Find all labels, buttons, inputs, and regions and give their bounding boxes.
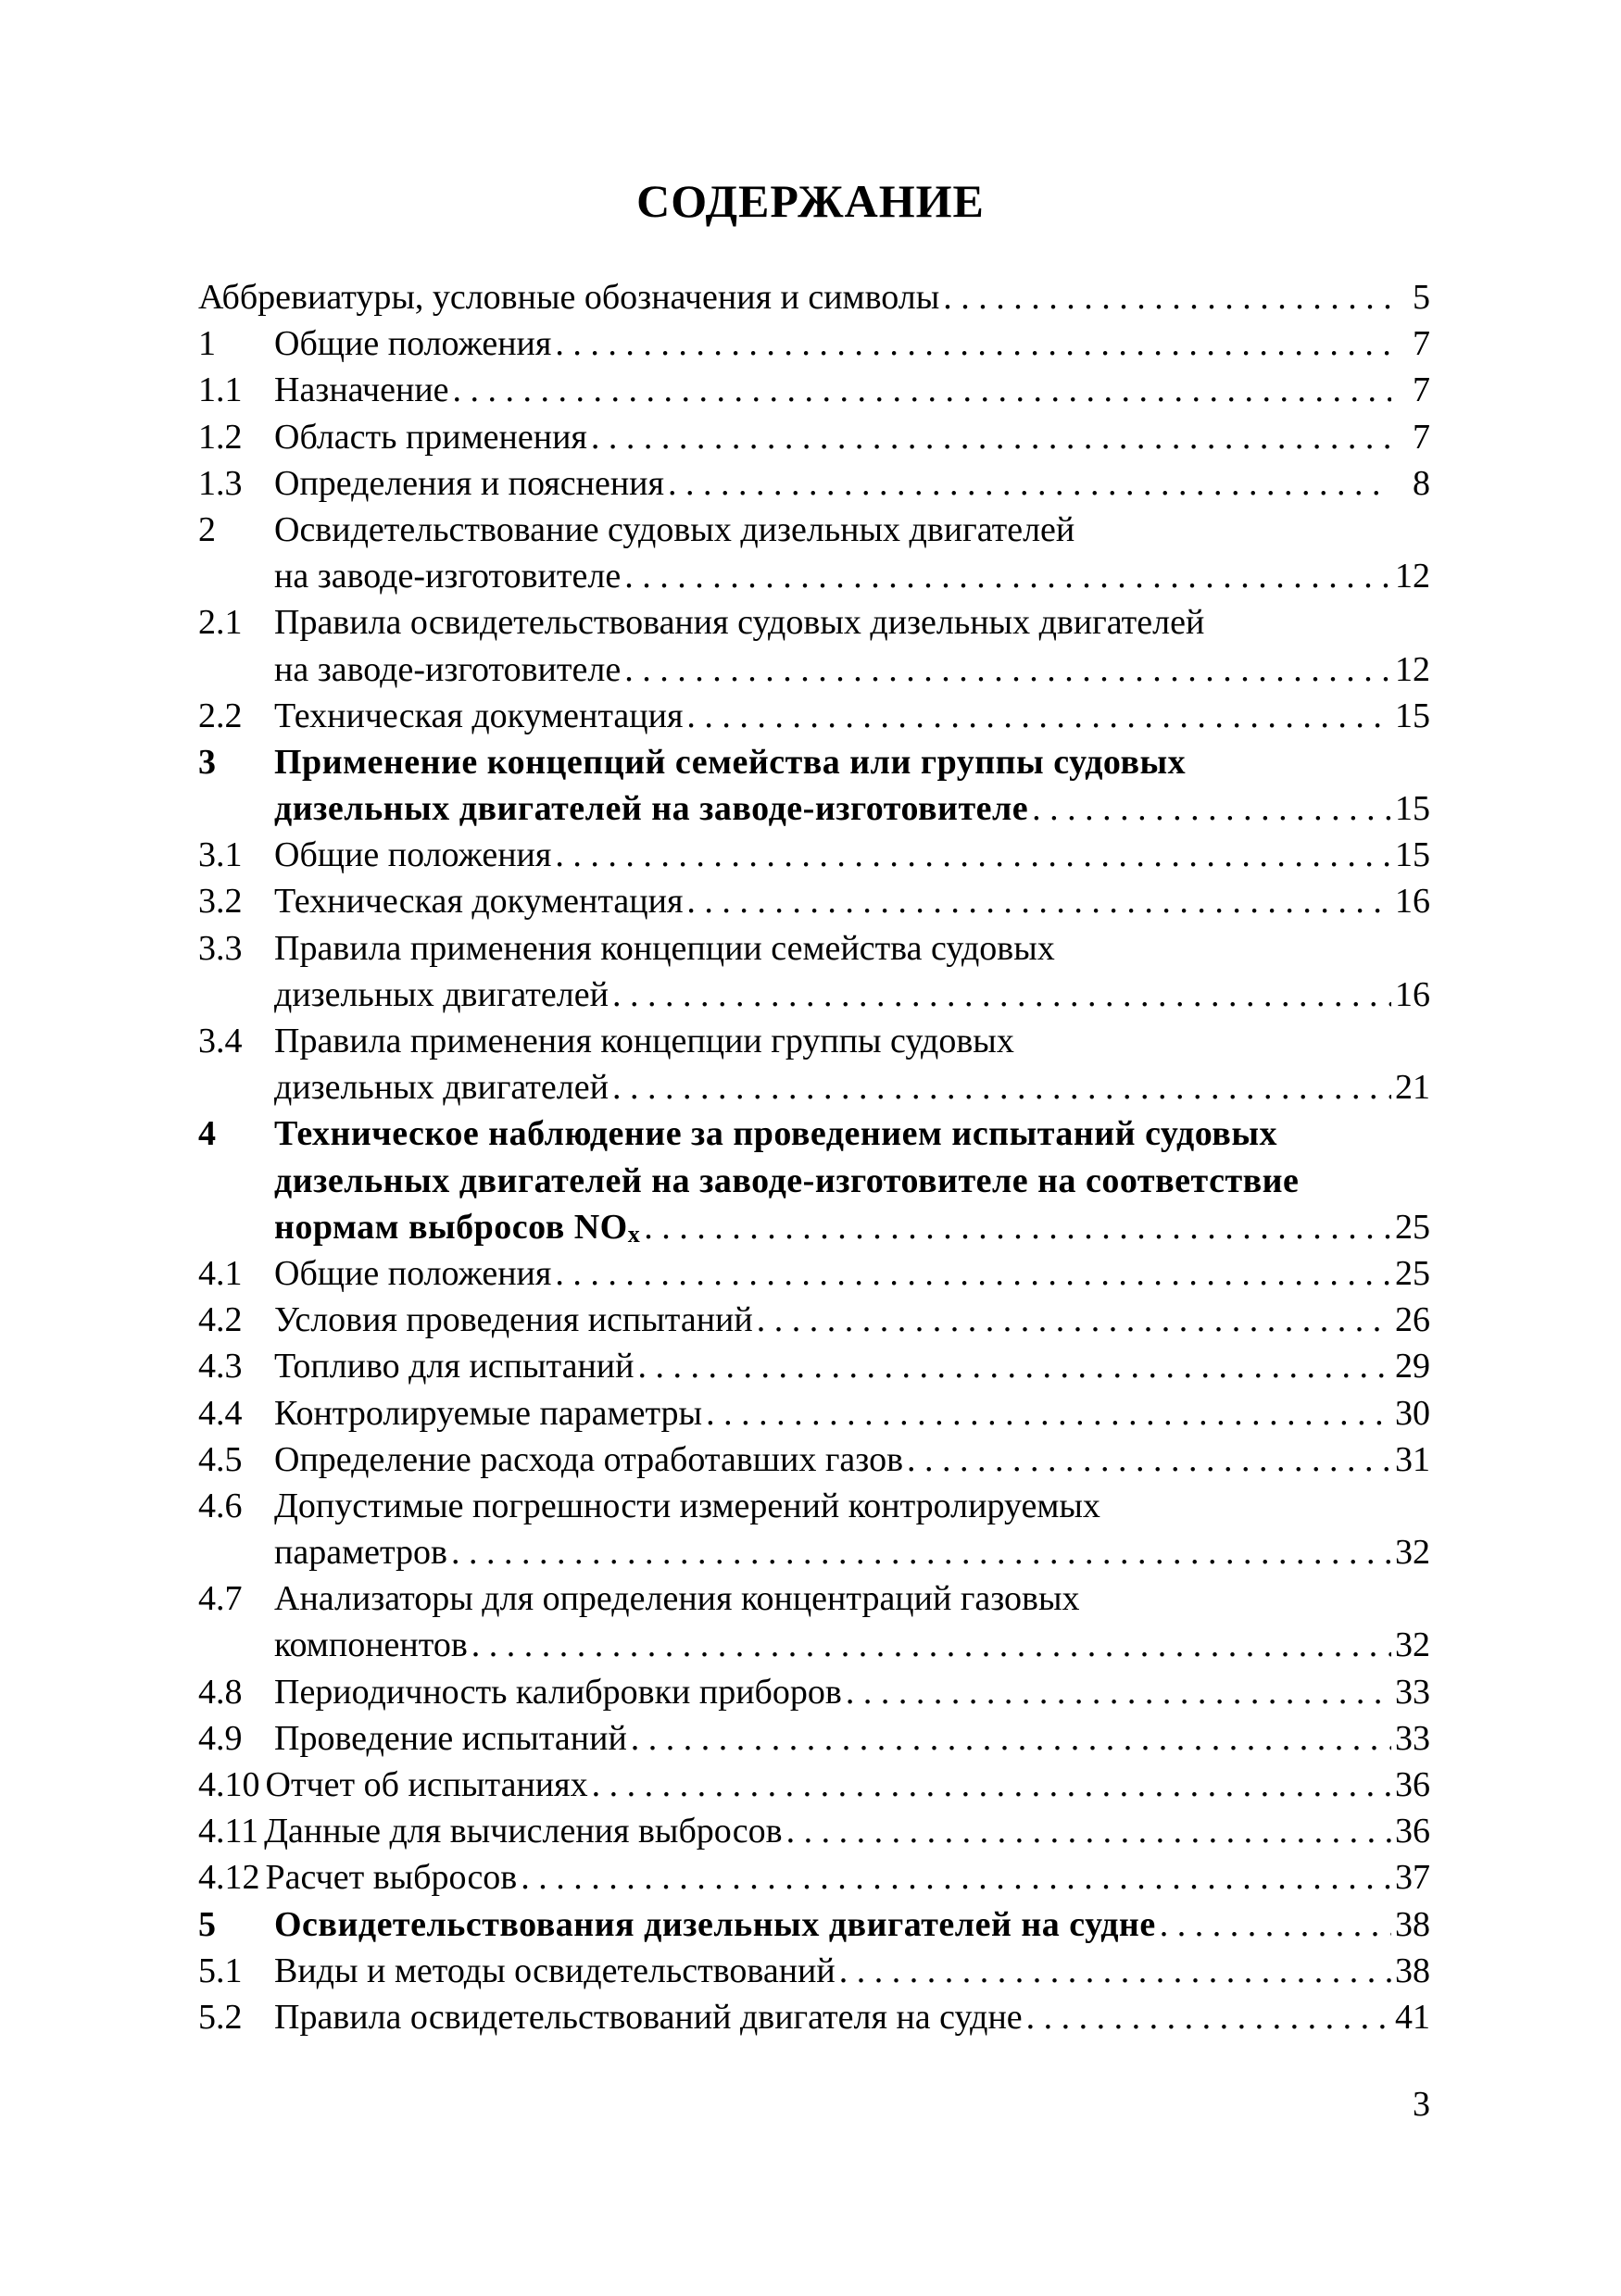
toc-entry[interactable] <box>198 1110 1430 1157</box>
toc-entry-title: Техническая документация <box>274 882 684 922</box>
toc-entry-number: 3 <box>198 742 216 782</box>
toc-entry[interactable] <box>198 320 1430 367</box>
toc-entry-number: 4.9 <box>198 1718 243 1758</box>
toc-entry-title: на заводе-изготовителе <box>274 557 622 596</box>
toc-entry-number: 1 <box>198 324 216 364</box>
table-of-contents <box>198 274 1430 2040</box>
dot-leader <box>521 1854 1391 1901</box>
toc-entry-title: Правила освидетельствования судовых дизельных двигателей <box>274 603 1205 643</box>
dot-leader <box>786 1808 1391 1854</box>
dot-leader <box>1032 785 1391 832</box>
toc-entry[interactable] <box>198 274 1430 320</box>
toc-entry-page: 38 <box>1395 1904 1430 1944</box>
toc-entry[interactable] <box>198 367 1430 413</box>
toc-entry[interactable] <box>198 739 1430 785</box>
dot-leader <box>555 832 1391 878</box>
toc-entry-title: Освидетельствования дизельных двигателей на судне <box>274 1904 1156 1944</box>
toc-entry-page: 7 <box>1413 324 1430 364</box>
toc-entry[interactable] <box>198 1854 1430 1901</box>
toc-entry-page: 36 <box>1395 1765 1430 1804</box>
dot-leader <box>907 1437 1391 1483</box>
dot-leader <box>1160 1901 1391 1948</box>
toc-entry-page: 36 <box>1395 1812 1430 1851</box>
toc-entry-number: 4.11 <box>198 1812 259 1851</box>
dot-leader <box>612 1064 1391 1110</box>
dot-leader <box>555 320 1391 367</box>
toc-entry-number: 4.3 <box>198 1347 243 1386</box>
toc-entry-page: 41 <box>1395 1997 1430 2037</box>
toc-entry-title: Область применения <box>274 417 587 457</box>
toc-entry[interactable] <box>198 460 1430 507</box>
dot-leader <box>451 1529 1391 1575</box>
dot-leader <box>686 693 1391 739</box>
toc-entry-title: Данные для вычисления выбросов <box>264 1812 783 1851</box>
dot-leader <box>624 646 1391 693</box>
toc-entry-title: Проведение испытаний <box>274 1718 627 1758</box>
toc-entry[interactable] <box>198 693 1430 739</box>
toc-entry-page: 15 <box>1395 835 1430 875</box>
toc-entry-number: 4.8 <box>198 1672 243 1712</box>
toc-entry-continuation[interactable] <box>198 1158 1430 1204</box>
toc-entry-continuation[interactable] <box>198 1622 1430 1668</box>
toc-entry-number: 2.2 <box>198 696 243 735</box>
toc-entry-title: Освидетельствование судовых дизельных двигателей <box>274 509 1075 549</box>
toc-entry-continuation[interactable] <box>198 646 1430 693</box>
toc-entry-title: Виды и методы освидетельствований <box>274 1951 836 1990</box>
toc-entry-title: Определения и пояснения <box>274 463 664 503</box>
toc-entry-number: 3.3 <box>198 928 243 968</box>
toc-entry-title: Допустимые погрешности измерений контролируемых <box>274 1486 1100 1525</box>
dot-leader <box>453 367 1391 413</box>
toc-entry-title: Условия проведения испытаний <box>274 1300 753 1340</box>
dot-leader <box>644 1204 1391 1250</box>
dot-leader <box>1026 1994 1391 2040</box>
toc-entry-number: 4.5 <box>198 1439 243 1479</box>
toc-entry[interactable] <box>198 1250 1430 1297</box>
toc-entry-number: 3.2 <box>198 882 243 922</box>
toc-entry-continuation[interactable] <box>198 1064 1430 1110</box>
toc-entry[interactable] <box>198 1948 1430 1994</box>
toc-entry-continuation[interactable] <box>198 1204 1430 1250</box>
toc-entry-number: 4.4 <box>198 1393 243 1433</box>
toc-entry-title: на заводе-изготовителе <box>274 649 622 689</box>
toc-entry-title: дизельных двигателей на заводе-изготовителе на соответствие <box>274 1161 1300 1200</box>
toc-entry-number: 5 <box>198 1904 216 1944</box>
toc-entry-page: 26 <box>1395 1300 1430 1340</box>
toc-entry[interactable] <box>198 1437 1430 1483</box>
toc-entry-page: 30 <box>1395 1393 1430 1433</box>
dot-leader <box>757 1297 1391 1343</box>
toc-entry-page: 32 <box>1395 1533 1430 1573</box>
dot-leader <box>637 1343 1391 1389</box>
toc-entry[interactable] <box>198 1297 1430 1343</box>
toc-entry-title: дизельных двигателей <box>274 1068 609 1108</box>
toc-entry-page: 37 <box>1395 1858 1430 1898</box>
toc-entry-continuation[interactable] <box>198 553 1430 599</box>
toc-entry-title: Отчет об испытаниях <box>265 1765 588 1804</box>
toc-entry-page: 38 <box>1395 1951 1430 1990</box>
toc-entry-page: 12 <box>1395 649 1430 689</box>
dot-leader <box>592 1762 1391 1808</box>
toc-entry-page: 32 <box>1395 1625 1430 1665</box>
toc-entry-number: 5.1 <box>198 1951 243 1990</box>
toc-entry-title: Определение расхода отработавших газов <box>274 1439 904 1479</box>
toc-entry-page: 33 <box>1395 1672 1430 1712</box>
dot-leader <box>686 878 1391 924</box>
page-title: СОДЕРЖАНИЕ <box>636 175 985 227</box>
toc-entry-number: 3.4 <box>198 1022 243 1060</box>
toc-entry-number: 3.1 <box>198 835 243 875</box>
dot-leader <box>846 1669 1391 1715</box>
dot-leader <box>631 1715 1391 1762</box>
toc-entry[interactable] <box>198 414 1430 460</box>
toc-entry-title: Правила применения концепции группы судовых <box>274 1022 1014 1060</box>
toc-entry-title: Общие положения <box>274 324 552 364</box>
dot-leader <box>624 553 1391 599</box>
toc-entry-title-with-subscript: нормам выбросов $NO_x$ <box>274 1207 641 1248</box>
toc-entry-title: Техническая документация <box>274 696 684 735</box>
toc-entry-title: Назначение <box>274 370 449 410</box>
toc-entry[interactable] <box>198 1575 1430 1622</box>
toc-entry-number: 5.2 <box>198 1997 243 2037</box>
toc-entry[interactable] <box>198 1994 1430 2040</box>
toc-entry-title: параметров <box>274 1533 447 1573</box>
toc-entry-page: 31 <box>1395 1439 1430 1479</box>
toc-entry-page: 29 <box>1395 1347 1430 1386</box>
toc-entry-page: 25 <box>1395 1207 1430 1247</box>
toc-entry[interactable] <box>198 1762 1430 1808</box>
toc-entry-number: 4.2 <box>198 1300 243 1340</box>
toc-entry-continuation[interactable] <box>198 972 1430 1018</box>
toc-entry[interactable] <box>198 1669 1430 1715</box>
toc-entry-number: 4.6 <box>198 1486 243 1525</box>
toc-entry-number: 4.7 <box>198 1579 243 1619</box>
toc-entry-continuation[interactable] <box>198 1529 1430 1575</box>
toc-entry[interactable] <box>198 925 1430 972</box>
toc-entry-number: 2 <box>198 509 216 549</box>
toc-entry[interactable] <box>198 1715 1430 1762</box>
toc-entry-title: Правила применения концепции семейства судовых <box>274 928 1055 968</box>
page-number: 3 <box>1413 2085 1430 2124</box>
toc-entry[interactable] <box>198 1390 1430 1437</box>
toc-entry-page: 7 <box>1413 370 1430 410</box>
toc-entry-number: 4.1 <box>198 1253 243 1293</box>
toc-entry-page: 16 <box>1395 882 1430 922</box>
toc-entry-page: 15 <box>1395 696 1430 735</box>
toc-entry-title: дизельных двигателей <box>274 974 609 1014</box>
toc-entry-number: 4.12 <box>198 1858 260 1898</box>
subscript-x: x <box>627 1220 641 1248</box>
toc-entry[interactable] <box>198 1808 1430 1854</box>
dot-leader <box>612 972 1391 1018</box>
toc-entry[interactable] <box>198 1018 1430 1064</box>
toc-entry-page: 7 <box>1413 417 1430 457</box>
toc-entry-number: 4 <box>198 1114 216 1154</box>
dot-leader <box>471 1622 1391 1668</box>
toc-entry-title: Расчет выбросов <box>265 1858 518 1898</box>
toc-entry-title: дизельных двигателей на заводе-изготовителе <box>274 789 1029 829</box>
toc-entry-continuation[interactable] <box>198 785 1430 832</box>
toc-entry-title: Правила освидетельствований двигателя на судне <box>274 1997 1023 2037</box>
toc-entry[interactable] <box>198 507 1430 553</box>
toc-entry-page: 21 <box>1395 1068 1430 1108</box>
toc-entry-page: 25 <box>1395 1253 1430 1293</box>
toc-entry-page: 5 <box>1413 278 1430 317</box>
toc-entry[interactable] <box>198 832 1430 878</box>
toc-entry-page: 33 <box>1395 1718 1430 1758</box>
toc-entry-page: 15 <box>1395 789 1430 829</box>
toc-entry[interactable] <box>198 1343 1430 1389</box>
dot-leader <box>591 414 1391 460</box>
toc-entry[interactable] <box>198 1901 1430 1948</box>
toc-entry-page: 12 <box>1395 557 1430 596</box>
toc-entry-title: Техническое наблюдение за проведением испытаний судовых <box>274 1114 1278 1154</box>
toc-entry-number: 4.10 <box>198 1765 260 1804</box>
toc-entry-title: Применение концепций семейства или группы судовых <box>274 742 1187 782</box>
toc-entry-title: Периодичность калибровки приборов <box>274 1672 842 1712</box>
dot-leader <box>706 1390 1391 1437</box>
toc-entry[interactable] <box>198 878 1430 924</box>
toc-entry-page: 16 <box>1395 974 1430 1014</box>
toc-entry[interactable] <box>198 599 1430 646</box>
toc-entry-title: компонентов <box>274 1625 468 1665</box>
dot-leader <box>555 1250 1391 1297</box>
toc-entry-title: Аббревиатуры, условные обозначения и символы <box>198 278 940 317</box>
toc-entry[interactable] <box>198 1483 1430 1529</box>
toc-entry-number: 1.1 <box>198 370 243 410</box>
dot-leader <box>943 274 1391 320</box>
toc-entry-number: 1.3 <box>198 463 243 503</box>
dot-leader <box>839 1948 1391 1994</box>
toc-entry-number: 1.2 <box>198 417 243 457</box>
toc-entry-title: Топливо для испытаний <box>274 1347 635 1386</box>
toc-entry-title: Общие положения <box>274 1253 552 1293</box>
dot-leader <box>668 460 1391 507</box>
toc-entry-number: 2.1 <box>198 603 243 643</box>
toc-entry-page: 8 <box>1413 463 1430 503</box>
toc-entry-title: Анализаторы для определения концентраций газовых <box>274 1579 1080 1619</box>
toc-entry-title: Контролируемые параметры <box>274 1393 703 1433</box>
toc-entry-title: Общие положения <box>274 835 552 875</box>
